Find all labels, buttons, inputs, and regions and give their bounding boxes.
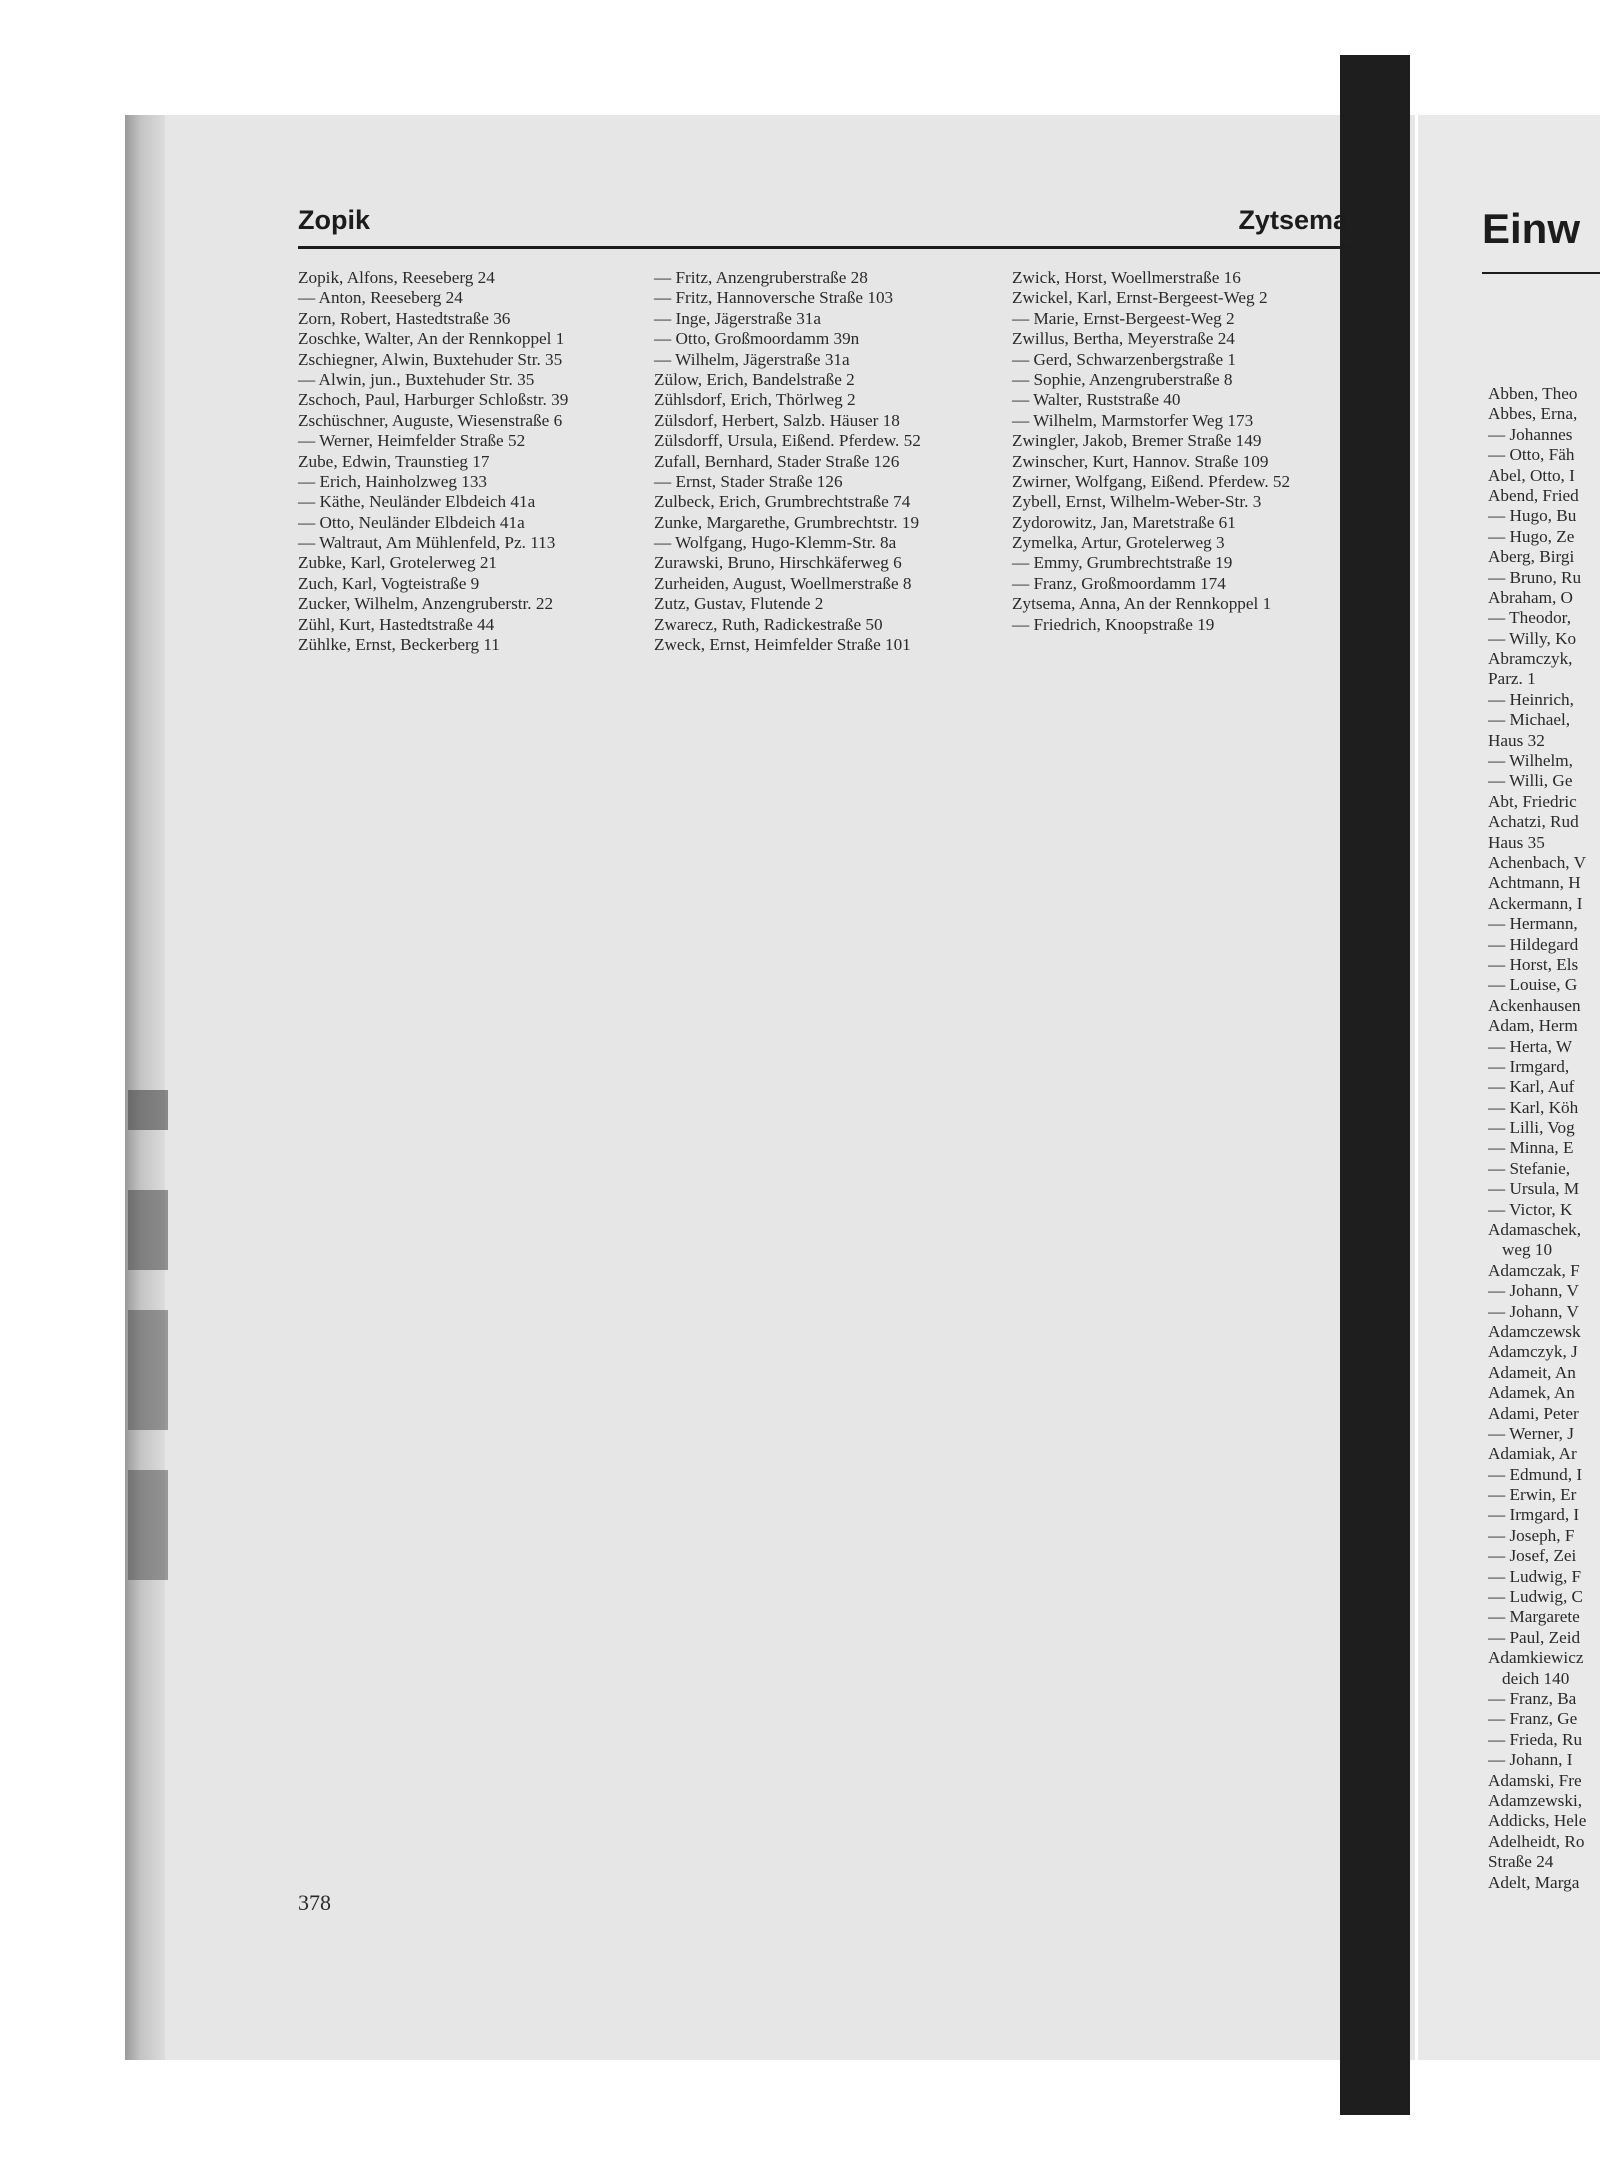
directory-entry: — Bruno, Ru <box>1488 567 1582 587</box>
directory-entry: — Waltraut, Am Mühlenfeld, Pz. 113 <box>298 533 556 553</box>
directory-entry: Zybell, Ernst, Wilhelm-Weber-Str. 3 <box>1012 492 1262 512</box>
directory-entry: — Käthe, Neuländer Elbdeich 41a <box>298 492 536 512</box>
directory-entry: Abt, Friedric <box>1488 791 1577 811</box>
directory-entry: — Theodor, <box>1488 608 1572 628</box>
directory-entry: Zühlsdorf, Erich, Thörlweg 2 <box>654 390 856 410</box>
bleed-through-mark <box>128 1190 168 1270</box>
directory-entry: Abraham, O <box>1488 587 1573 607</box>
directory-entry: — Karl, Köh <box>1488 1097 1579 1117</box>
directory-entry: Adamczak, F <box>1488 1260 1580 1280</box>
header-rule <box>298 246 1348 249</box>
directory-entry: Zweck, Ernst, Heimfelder Straße 101 <box>654 635 911 655</box>
directory-entry: — Hermann, <box>1488 914 1578 934</box>
directory-entry: Zuch, Karl, Vogteistraße 9 <box>298 573 480 593</box>
directory-entry: — Louise, G <box>1488 975 1578 995</box>
directory-column-1 <box>298 268 638 655</box>
directory-entry: — Wilhelm, Jägerstraße 31a <box>654 349 850 369</box>
directory-entry: Adelt, Marga <box>1488 1872 1580 1892</box>
directory-entry: — Willy, Ko <box>1488 628 1577 648</box>
directory-column-2 <box>654 268 994 655</box>
right-page-heading: Einw <box>1482 205 1581 252</box>
directory-entry: — Karl, Auf <box>1488 1077 1575 1097</box>
directory-entry: — Otto, Neuländer Elbdeich 41a <box>298 512 525 532</box>
directory-entry: deich 140 <box>1502 1668 1570 1688</box>
directory-entry: Achenbach, V <box>1488 852 1586 872</box>
directory-entry: Zschiegner, Alwin, Buxtehuder Str. 35 <box>298 349 563 369</box>
directory-entry: — Fritz, Hannoversche Straße 103 <box>654 288 894 308</box>
directory-entry: Zymelka, Artur, Grotelerweg 3 <box>1012 533 1225 553</box>
directory-entry: — Emmy, Grumbrechtstraße 19 <box>1012 553 1233 573</box>
directory-entry: Zopik, Alfons, Reeseberg 24 <box>298 268 495 287</box>
directory-entry: — Franz, Ba <box>1488 1689 1577 1708</box>
page-number: 378 <box>298 1890 331 1915</box>
directory-entry: — Marie, Ernst-Bergeest-Weg 2 <box>1012 308 1235 328</box>
directory-entry: Zoschke, Walter, An der Rennkoppel 1 <box>298 329 565 349</box>
directory-entry: — Walter, Ruststraße 40 <box>1012 390 1181 410</box>
directory-entry: Abend, Fried <box>1488 485 1579 505</box>
directory-entry: Zube, Edwin, Traunstieg 17 <box>298 451 490 471</box>
directory-entry: Aberg, Birgi <box>1488 547 1575 567</box>
directory-entry: Zülsdorff, Ursula, Eißend. Pferdew. 52 <box>654 431 921 451</box>
directory-entry: — Frieda, Ru <box>1488 1729 1583 1749</box>
directory-entry: — Alwin, jun., Buxtehuder Str. 35 <box>298 369 535 389</box>
directory-entry: Adamek, An <box>1488 1383 1575 1403</box>
directory-entry: — Ludwig, C <box>1488 1587 1584 1607</box>
right-header-rule <box>1482 272 1600 274</box>
directory-entry: Adamczyk, J <box>1488 1342 1578 1362</box>
directory-entry: — Ursula, M <box>1488 1179 1580 1199</box>
directory-entry: Ackenhausen <box>1488 995 1581 1015</box>
directory-entry: — Ernst, Stader Straße 126 <box>654 471 843 491</box>
directory-entry: Zwarecz, Ruth, Radickestraße 50 <box>654 614 883 634</box>
directory-entry: Zufall, Bernhard, Stader Straße 126 <box>654 451 900 471</box>
directory-entry: — Irmgard, <box>1488 1056 1570 1076</box>
directory-entry: — Otto, Fäh <box>1488 445 1575 465</box>
bleed-through-mark <box>128 1310 168 1430</box>
directory-entry: — Fritz, Anzengruberstraße 28 <box>654 268 868 287</box>
bleed-through-mark <box>128 1090 168 1130</box>
directory-entry: Adamski, Fre <box>1488 1770 1582 1790</box>
directory-entry: Zwillus, Bertha, Meyerstraße 24 <box>1012 329 1235 349</box>
directory-entry: Addicks, Hele <box>1488 1811 1587 1831</box>
page-edge-shadow <box>125 115 165 2060</box>
directory-entry: Zorn, Robert, Hastedtstraße 36 <box>298 308 511 328</box>
directory-entry: Ackermann, I <box>1488 893 1583 913</box>
directory-entry: — Wolfgang, Hugo-Klemm-Str. 8a <box>654 533 897 553</box>
directory-entry: Zwickel, Karl, Ernst-Bergeest-Weg 2 <box>1012 288 1268 308</box>
directory-entry: — Friedrich, Knoopstraße 19 <box>1012 614 1215 634</box>
directory-entry: — Michael, <box>1488 710 1571 730</box>
directory-entry: Zühlke, Ernst, Beckerberg 11 <box>298 635 500 655</box>
directory-entry: — Anton, Reeseberg 24 <box>298 288 463 308</box>
directory-entry: — Paul, Zeid <box>1488 1627 1581 1647</box>
directory-entry: Adam, Herm <box>1488 1016 1578 1036</box>
directory-entry: — Johann, V <box>1488 1301 1579 1321</box>
directory-entry: — Herta, W <box>1488 1036 1573 1056</box>
directory-entry: — Josef, Zei <box>1488 1546 1577 1566</box>
directory-entry: — Sophie, Anzengruberstraße 8 <box>1012 369 1233 389</box>
bleed-through-mark <box>128 1470 168 1580</box>
directory-entry: — Victor, K <box>1488 1199 1573 1219</box>
directory-entry: Adamczewsk <box>1488 1321 1581 1341</box>
directory-entry: weg 10 <box>1502 1240 1553 1260</box>
directory-entry: Zulbeck, Erich, Grumbrechtstraße 74 <box>654 492 911 512</box>
directory-entry: — Johann, V <box>1488 1281 1579 1301</box>
directory-entry: Zunke, Margarethe, Grumbrechtstr. 19 <box>654 512 920 532</box>
directory-entry: — Franz, Ge <box>1488 1709 1578 1729</box>
directory-entry: Achtmann, H <box>1488 873 1581 893</box>
directory-entry: — Franz, Großmoordamm 174 <box>1012 573 1226 593</box>
directory-entry: Adami, Peter <box>1488 1403 1579 1423</box>
directory-entry: — Johann, I <box>1488 1750 1573 1770</box>
directory-entry: Abramczyk, <box>1488 649 1573 669</box>
directory-column-3 <box>1012 268 1352 635</box>
directory-entry: — Erich, Hainholzweg 133 <box>298 471 488 491</box>
directory-entry: Zwick, Horst, Woellmerstraße 16 <box>1012 268 1241 287</box>
directory-entry: Achatzi, Rud <box>1488 812 1579 832</box>
directory-entry: — Irmgard, I <box>1488 1505 1580 1525</box>
directory-entry: — Wilhelm, <box>1488 751 1573 771</box>
directory-entry: — Margarete <box>1488 1607 1580 1627</box>
directory-entry: Haus 35 <box>1488 832 1545 852</box>
directory-entry: Zubke, Karl, Grotelerweg 21 <box>298 553 498 573</box>
directory-entry: — Joseph, F <box>1488 1525 1575 1545</box>
directory-entry: Zülsdorf, Herbert, Salzb. Häuser 18 <box>654 410 900 430</box>
directory-entry: Adamkiewicz <box>1488 1648 1584 1668</box>
directory-entry: — Otto, Großmoordamm 39n <box>654 329 860 349</box>
directory-entry: — Werner, Heimfelder Straße 52 <box>298 431 526 451</box>
directory-entry: — Lilli, Vog <box>1488 1118 1575 1138</box>
directory-entry: — Hugo, Bu <box>1488 506 1577 526</box>
directory-entry: Zurawski, Bruno, Hirschkäferweg 6 <box>654 553 902 573</box>
directory-entry: — Wilhelm, Marmstorfer Weg 173 <box>1012 410 1254 430</box>
directory-entry: Adamaschek, <box>1488 1220 1582 1240</box>
directory-entry: — Hugo, Ze <box>1488 526 1575 546</box>
directory-entry: — Stefanie, <box>1488 1158 1571 1178</box>
directory-entry: Abel, Otto, I <box>1488 465 1575 485</box>
directory-entry: — Ludwig, F <box>1488 1566 1582 1586</box>
right-directory-column <box>1488 384 1600 1893</box>
directory-entry: — Johannes <box>1488 424 1573 444</box>
running-head-left: Zopik <box>298 205 370 235</box>
directory-entry: Zytsema, Anna, An der Rennkoppel 1 <box>1012 594 1272 614</box>
directory-entry: Zwinscher, Kurt, Hannov. Straße 109 <box>1012 451 1269 471</box>
directory-entry: Haus 32 <box>1488 730 1545 750</box>
directory-entry: — Edmund, I <box>1488 1464 1583 1484</box>
directory-entry: Adamiak, Ar <box>1488 1444 1577 1464</box>
directory-entry: Abben, Theo <box>1488 384 1578 403</box>
directory-entry: Adameit, An <box>1488 1362 1576 1382</box>
directory-entry: — Minna, E <box>1488 1138 1574 1158</box>
directory-entry: Abbes, Erna, <box>1488 404 1578 424</box>
directory-entry: Zühl, Kurt, Hastedtstraße 44 <box>298 614 495 634</box>
directory-entry: Zurheiden, August, Woellmerstraße 8 <box>654 573 912 593</box>
directory-entry: Zucker, Wilhelm, Anzengruberstr. 22 <box>298 594 554 614</box>
directory-entry: Zutz, Gustav, Flutende 2 <box>654 594 824 614</box>
directory-entry: — Inge, Jägerstraße 31a <box>654 308 822 328</box>
directory-entry: — Werner, J <box>1488 1423 1574 1443</box>
directory-entry: Parz. 1 <box>1488 669 1536 689</box>
directory-entry: Zülow, Erich, Bandelstraße 2 <box>654 369 855 389</box>
directory-entry: Zwirner, Wolfgang, Eißend. Pferdew. 52 <box>1012 471 1291 491</box>
directory-entry: Adamzewski, <box>1488 1790 1583 1810</box>
directory-entry: — Hildegard <box>1488 934 1579 954</box>
directory-entry: — Horst, Els <box>1488 954 1579 974</box>
directory-entry: — Gerd, Schwarzenbergstraße 1 <box>1012 349 1236 369</box>
directory-entry: Zwingler, Jakob, Bremer Straße 149 <box>1012 431 1262 451</box>
running-head-right: Zytsema <box>1238 205 1348 235</box>
directory-entry: — Heinrich, <box>1488 689 1574 709</box>
directory-entry: Zschüschner, Auguste, Wiesenstraße 6 <box>298 410 563 430</box>
directory-entry: — Erwin, Er <box>1488 1485 1577 1505</box>
directory-entry: Zydorowitz, Jan, Maretstraße 61 <box>1012 512 1236 532</box>
directory-entry: Zschoch, Paul, Harburger Schloßstr. 39 <box>298 390 569 410</box>
directory-entry: — Willi, Ge <box>1488 771 1573 791</box>
directory-entry: Adelheidt, Ro <box>1488 1831 1585 1851</box>
directory-entry: Straße 24 <box>1488 1852 1554 1872</box>
